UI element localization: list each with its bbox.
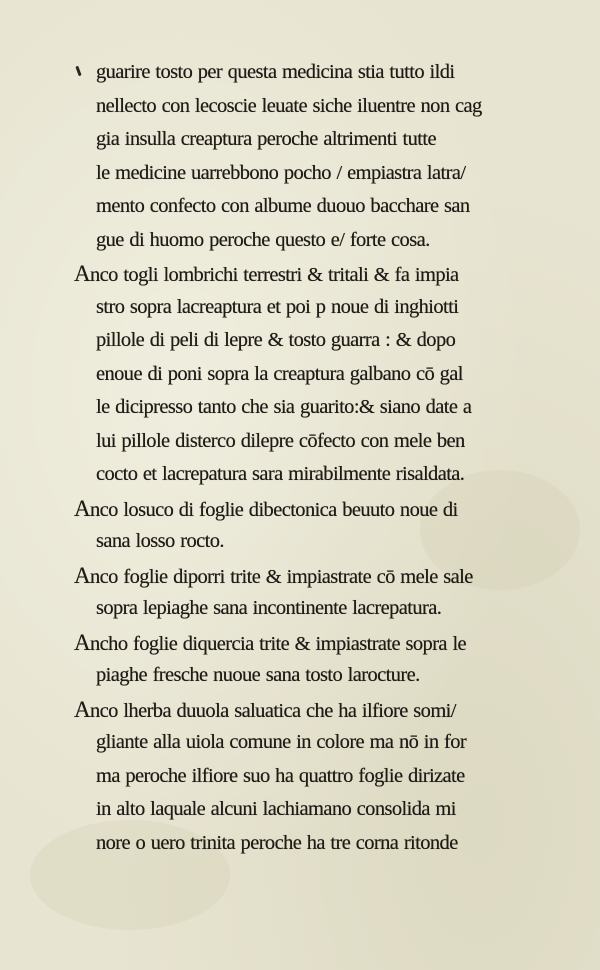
text-line: le dicipresso tanto che sia guarito:& siano date a	[96, 396, 472, 418]
text-line: le medicine uarrebbono pocho / empiastra latra/	[96, 161, 466, 184]
text-line: lui pillole disterco dilepre cōfecto con mele ben	[96, 429, 465, 452]
text-line: piaghe fresche nuoue sana tosto larocture.	[96, 664, 420, 686]
text-line: cocto et lacrepatura sara mirabilmente risaldata.	[96, 463, 465, 485]
paragraph-start-line: Anco losuco di foglie dibectonica beuuto noue di	[74, 495, 458, 521]
paragraph-start-line: Ancho foglie diquercia trite & impiastrate sopra le	[74, 629, 467, 655]
paragraph-start-line: Anco lherba duuola saluatica che ha ilfiore somi/	[74, 696, 456, 722]
text-line: in alto laquale alcuni lachiamano consolida mi	[96, 798, 456, 820]
paragraph-start-line: Anco togli lombrichi terrestri & tritali & fa impia	[74, 261, 459, 286]
text-line: enoue di poni sopra la creaptura galbano cō gal	[96, 362, 463, 385]
text-line: gia insulla creaptura peroche altrimenti tutte	[96, 128, 436, 150]
paragraph-start-line: Anco foglie diporri trite & impiastrate cō mele sale	[74, 562, 473, 588]
text-line: sopra lepiaghe sana incontinente lacrepatura.	[96, 597, 442, 619]
text-line: gue di huomo peroche questo e/ forte cosa.	[96, 228, 430, 251]
text-line: pillole di peli di lepre & tosto guarra : & dopo	[96, 329, 456, 351]
text-line: mento confecto con albume duouo bacchare san	[96, 195, 470, 217]
text-line: gliante alla uiola comune in colore ma nō in for	[96, 731, 467, 753]
page-text	[72, 56, 572, 860]
text-line: nore o uero trinita peroche ha tre corna ritonde	[96, 831, 458, 854]
text-line: guarire tosto per questa medicina stia tutto ildi	[96, 61, 455, 83]
text-line: ma peroche ilfiore suo ha quattro foglie dirizate	[96, 764, 465, 787]
text-line: nellecto con lecoscie leuate siche iluentre non cag	[96, 94, 482, 117]
text-line: sana losso rocto.	[96, 530, 224, 552]
text-line: stro sopra lacreaptura et poi p noue di inghiotti	[96, 295, 459, 318]
